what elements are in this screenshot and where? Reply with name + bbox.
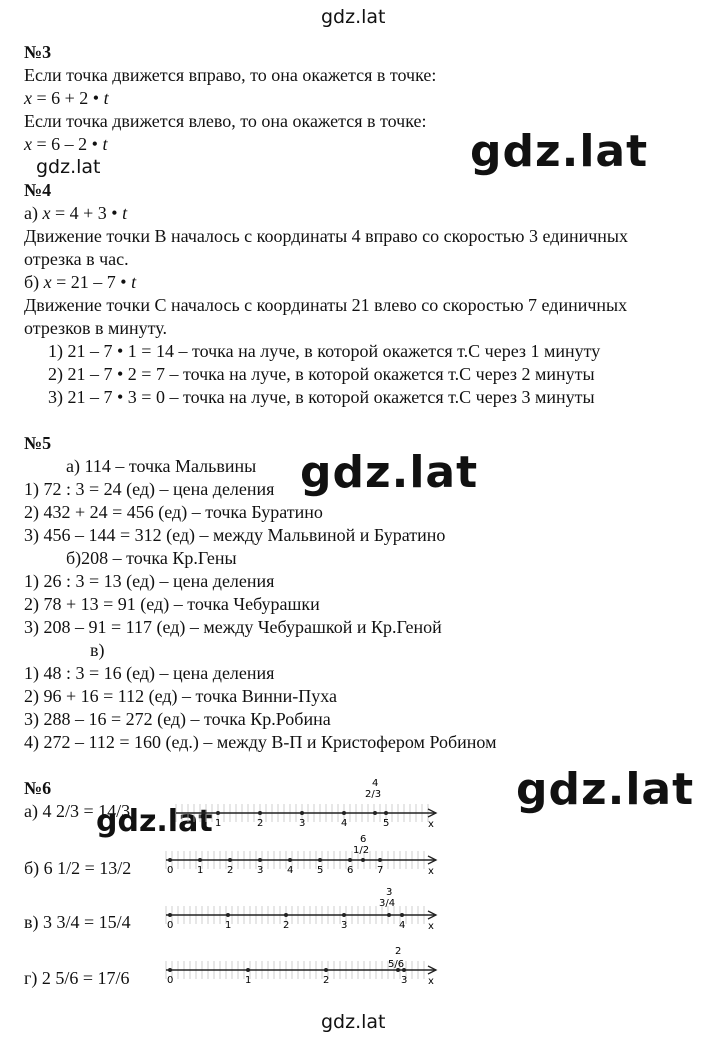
tick-label: 1 (197, 865, 204, 876)
tick-label: 6 (347, 865, 354, 876)
formula-body: = 21 – 7 • (51, 272, 132, 292)
tick-point (378, 858, 382, 862)
tick-label: 1 (245, 975, 252, 986)
tick-label: 2 (323, 975, 330, 986)
tick-point (258, 858, 262, 862)
task5-b-item-1: 1) 26 : 3 = 13 (ед) – цена деления (24, 571, 275, 591)
var-t: t (102, 134, 108, 154)
watermark-center: gdz.lat (300, 447, 479, 498)
task6-label-b: б) 6 1/2 = 13/2 (24, 858, 132, 878)
task4-title: №4 (24, 180, 52, 200)
watermark-right-1: gdz.lat (470, 126, 649, 177)
tick-label: 3 (257, 865, 264, 876)
tick-point (342, 811, 346, 815)
var-t: t (103, 88, 109, 108)
tick-label: 7 (377, 865, 384, 876)
tick-point (284, 913, 288, 917)
tick-point (400, 913, 404, 917)
watermark-top: gdz.lat (321, 6, 386, 28)
task5-c-head: в) (90, 640, 105, 660)
mark-fraction-label: 1/2 (353, 845, 370, 856)
axis-label: x (428, 921, 434, 932)
tick-point (246, 968, 250, 972)
mark-fraction-label: 3/4 (379, 898, 396, 909)
task3-title: №3 (24, 42, 52, 62)
prefix: б) (24, 272, 44, 292)
formula-body: = 6 – 2 • (32, 134, 103, 154)
watermark-right-2: gdz.lat (516, 764, 695, 815)
tick-label: 0 (167, 975, 174, 986)
tick-label: 2 (227, 865, 234, 876)
watermark-bottom: gdz.lat (321, 1011, 386, 1033)
tick-label: 0 (167, 920, 174, 931)
marked-point (361, 858, 365, 862)
task5-a-item-1: 1) 72 : 3 = 24 (ед) – цена деления (24, 479, 275, 499)
var-t: t (131, 272, 137, 292)
tick-label: 3 (401, 975, 408, 986)
var-x: x (43, 272, 52, 292)
mark-whole-label: 2 (395, 946, 402, 957)
task4-b-text2: отрезков в минуту. (24, 318, 167, 338)
tick-label: 1 (215, 818, 222, 829)
task5-a-item-2: 2) 432 + 24 = 456 (ед) – точка Буратино (24, 502, 323, 522)
tick-label: 1 (225, 920, 232, 931)
task6-title: №6 (24, 778, 52, 798)
prefix: а) (24, 203, 43, 223)
tick-point (198, 858, 202, 862)
tick-point (384, 811, 388, 815)
mark-whole-label: 6 (360, 834, 367, 845)
tick-point (348, 858, 352, 862)
var-x: x (24, 88, 32, 108)
tick-point (318, 858, 322, 862)
task5-c-item-1: 1) 48 : 3 = 16 (ед) – цена деления (24, 663, 275, 683)
tick-point (216, 811, 220, 815)
tick-point (226, 913, 230, 917)
tick-point (288, 858, 292, 862)
formula-body: = 4 + 3 • (50, 203, 123, 223)
task4-item-2: 2) 21 – 7 • 2 = 7 – точка на луче, в которой окажется т.С через 2 минуты (48, 364, 595, 384)
tick-point (228, 858, 232, 862)
tick-label: 4 (287, 865, 294, 876)
var-x: x (42, 203, 51, 223)
task3-line1: Если точка движется вправо, то она окажется в точке: (24, 65, 437, 85)
tick-label: 2 (257, 818, 264, 829)
marked-point (387, 913, 391, 917)
tick-label: 0 (167, 865, 174, 876)
axis-label: x (428, 866, 434, 877)
task5-title: №5 (24, 433, 52, 453)
task5-c-item-3: 3) 288 – 16 = 272 (ед) – точка Кр.Робина (24, 709, 331, 729)
tick-point (168, 858, 172, 862)
task4-a-text2: отрезка в час. (24, 249, 129, 269)
task5-a-item-3: 3) 456 – 144 = 312 (ед) – между Мальвиной и Буратино (24, 525, 446, 545)
task5-b-head: б)208 – точка Кр.Гены (66, 548, 237, 568)
tick-point (258, 811, 262, 815)
tick-point (300, 811, 304, 815)
var-x: x (24, 134, 32, 154)
tick-label: 3 (299, 818, 306, 829)
task6-label-a: а) 4 2/3 = 14/3 (24, 801, 131, 821)
mark-whole-label: 4 (372, 778, 379, 789)
axis-label: x (428, 819, 434, 830)
task6-label-d: г) 2 5/6 = 17/6 (24, 968, 130, 988)
mark-whole-label: 3 (386, 887, 393, 898)
task4-a-text1: Движение точки В началось с координаты 4 вправо со скоростью 3 единичных (24, 226, 629, 246)
task5-b-item-3: 3) 208 – 91 = 117 (ед) – между Чебурашкой и Кр.Геной (24, 617, 442, 637)
watermark-left-1: gdz.lat (36, 156, 101, 178)
axis-label: x (428, 976, 434, 987)
mark-fraction-label: 5/6 (388, 959, 405, 970)
var-t: t (122, 203, 128, 223)
tick-label: 2 (283, 920, 290, 931)
formula-body: = 6 + 2 • (32, 88, 104, 108)
task4-item-1: 1) 21 – 7 • 1 = 14 – точка на луче, в которой окажется т.С через 1 минуту (48, 341, 601, 361)
tick-point (168, 968, 172, 972)
tick-label: 4 (399, 920, 406, 931)
task3-line2: Если точка движется влево, то она окажется в точке: (24, 111, 427, 131)
task5-c-item-4: 4) 272 – 112 = 160 (ед.) – между В-П и Кристофером Робином (24, 732, 497, 752)
mark-fraction-label: 2/3 (365, 789, 382, 800)
tick-point (324, 968, 328, 972)
task6-label-c: в) 3 3/4 = 15/4 (24, 912, 131, 932)
watermark-left-2: gdz.lat (96, 804, 213, 839)
marked-point (373, 811, 377, 815)
task5-a-head: а) 114 – точка Мальвины (66, 456, 257, 476)
task4-item-3: 3) 21 – 7 • 3 = 0 – точка на луче, в которой окажется т.С через 3 минуты (48, 387, 595, 407)
task5-b-item-2: 2) 78 + 13 = 91 (ед) – точка Чебурашки (24, 594, 320, 614)
tick-label: 5 (383, 818, 390, 829)
task4-b-text1: Движение точки С началось с координаты 21 влево со скоростью 7 единичных (24, 295, 628, 315)
tick-label: 4 (341, 818, 348, 829)
tick-point (168, 913, 172, 917)
tick-label: 3 (341, 920, 348, 931)
tick-point (342, 913, 346, 917)
tick-label: 5 (317, 865, 324, 876)
task5-c-item-2: 2) 96 + 16 = 112 (ед) – точка Винни-Пуха (24, 686, 337, 706)
